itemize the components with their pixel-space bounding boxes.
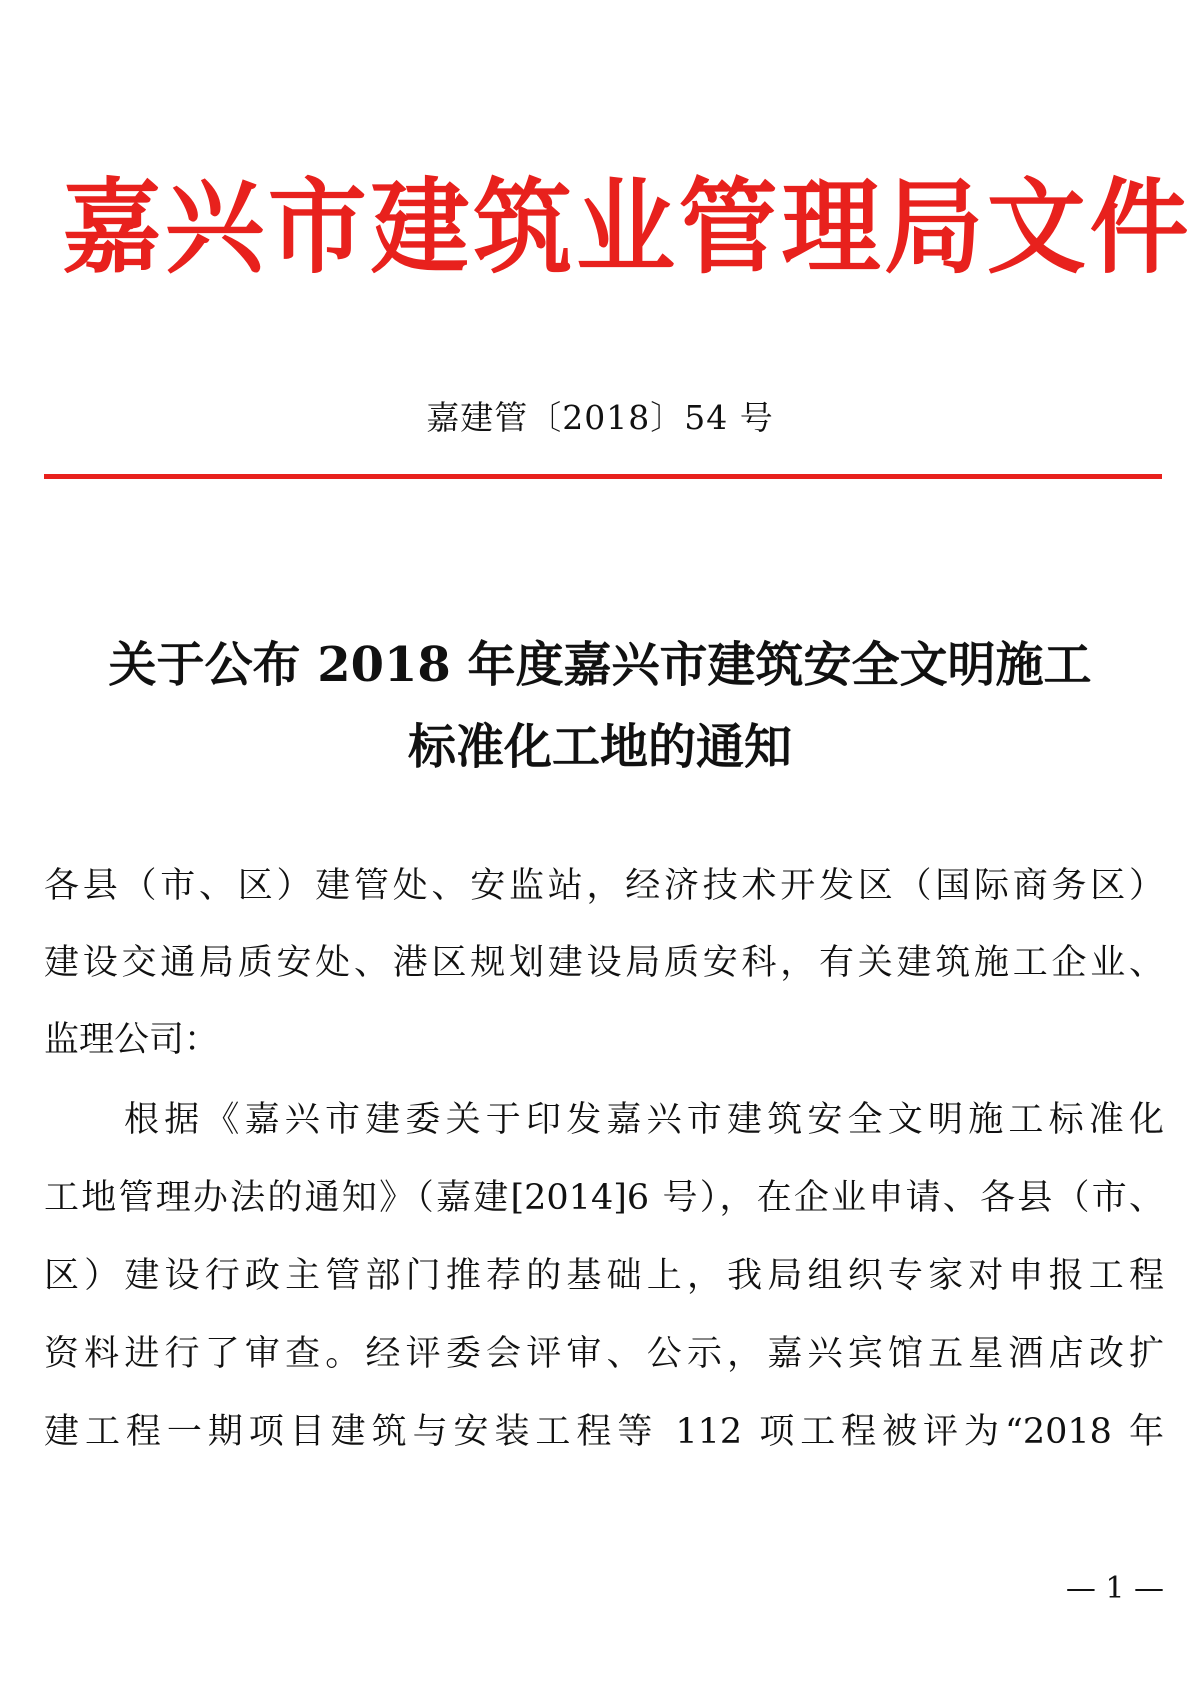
red-separator-line: [44, 474, 1162, 479]
body-line: 监理公司：: [44, 1020, 220, 1060]
body-line: 各县（市、区）建管处、安监站，经济技术开发区（国际商务区）: [44, 866, 1164, 906]
body-line: 工地管理办法的通知》（嘉建[2014]6 号），在企业申请、各县（市、: [44, 1178, 1164, 1218]
page-number: — 1 —: [1065, 1571, 1164, 1606]
document-number: 嘉建管〔2018〕54 号: [426, 398, 774, 437]
title-line-1: 关于公布 2018 年度嘉兴市建筑安全文明施工: [108, 637, 1092, 693]
document-masthead: 嘉兴市建筑业管理局文件: [62, 167, 1193, 288]
body-line: 资料进行了审查。经评委会评审、公示，嘉兴宾馆五星酒店改扩: [44, 1334, 1164, 1374]
body-line: 区）建设行政主管部门推荐的基础上，我局组织专家对申报工程: [44, 1256, 1164, 1296]
body-line: 建设交通局质安处、港区规划建设局质安科，有关建筑施工企业、: [44, 943, 1164, 983]
title-line-2: 标准化工地的通知: [407, 719, 792, 775]
document-title: [40, 624, 1160, 788]
body-line: 建工程一期项目建筑与安装工程等 112 项工程被评为“2018 年: [44, 1412, 1164, 1452]
body-line: 根据《嘉兴市建委关于印发嘉兴市建筑安全文明施工标准化: [124, 1100, 1164, 1140]
